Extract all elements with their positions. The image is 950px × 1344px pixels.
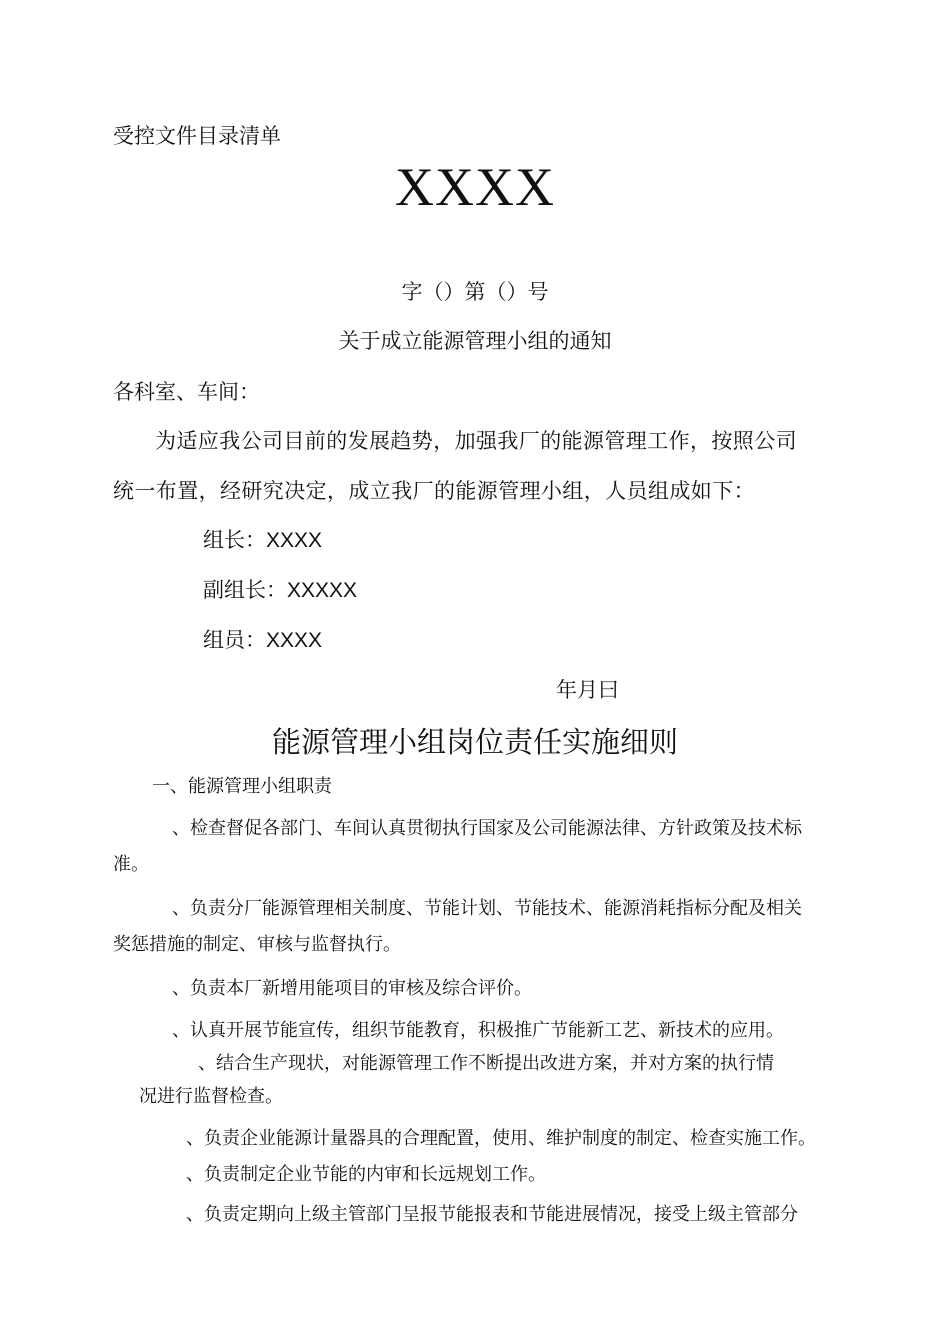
duty-item: 、结合生产现状，对能源管理工作不断提出改进方案，并对方案的执行情 (198, 1053, 774, 1074)
duty-item: 、检查督促各部门、车间认真贯彻执行国家及公司能源法律、方针政策及技术标 (172, 818, 802, 839)
member-name: XXXX (266, 629, 323, 652)
member-name: XXXXX (287, 579, 358, 602)
duty-item-continuation: 况进行监督检查。 (139, 1086, 283, 1107)
duty-item: 、负责定期向上级主管部门呈报节能报表和节能进展情况，接受上级主管部分 (186, 1204, 798, 1225)
salutation: 各科室、车间： (113, 380, 260, 404)
paragraph-line: 统一布置，经研究决定，成立我厂的能源管理小组，人员组成如下： (113, 479, 755, 503)
document-number: 字（）第（）号 (401, 280, 549, 304)
member-role: 副组长： (203, 578, 287, 602)
duty-item-continuation: 准。 (113, 854, 149, 875)
member-role: 组长： (203, 528, 266, 552)
member-deputy (203, 580, 357, 601)
member-role: 组员： (203, 628, 266, 652)
section-heading: 一、能源管理小组职责 (152, 776, 332, 797)
member-staff (203, 630, 322, 651)
header-label: 受控文件目录清单 (113, 124, 281, 148)
member-leader (203, 530, 322, 551)
member-name: XXXX (266, 529, 323, 552)
document-title: XXXX (395, 157, 555, 217)
date-line: 年月曰 (556, 678, 619, 702)
duty-item: 、负责分厂能源管理相关制度、节能计划、节能技术、能源消耗指标分配及相关 (172, 898, 802, 919)
duty-item: 、认真开展节能宣传，组织节能教育，积极推广节能新工艺、新技术的应用。 (172, 1020, 784, 1041)
rules-title: 能源管理小组岗位责任实施细则 (271, 725, 678, 759)
notice-title: 关于成立能源管理小组的通知 (338, 329, 612, 353)
paragraph-line: 为适应我公司目前的发展趋势，加强我厂的能源管理工作，按照公司 (155, 429, 797, 453)
duty-item: 、负责企业能源计量器具的合理配置，使用、维护制度的制定、检查实施工作。 (186, 1128, 816, 1149)
duty-item: 、负责本厂新增用能项目的审核及综合评价。 (172, 978, 532, 999)
duty-item-continuation: 奖惩措施的制定、审核与监督执行。 (113, 934, 401, 955)
duty-item: 、负责制定企业节能的内审和长远规划工作。 (186, 1164, 546, 1185)
